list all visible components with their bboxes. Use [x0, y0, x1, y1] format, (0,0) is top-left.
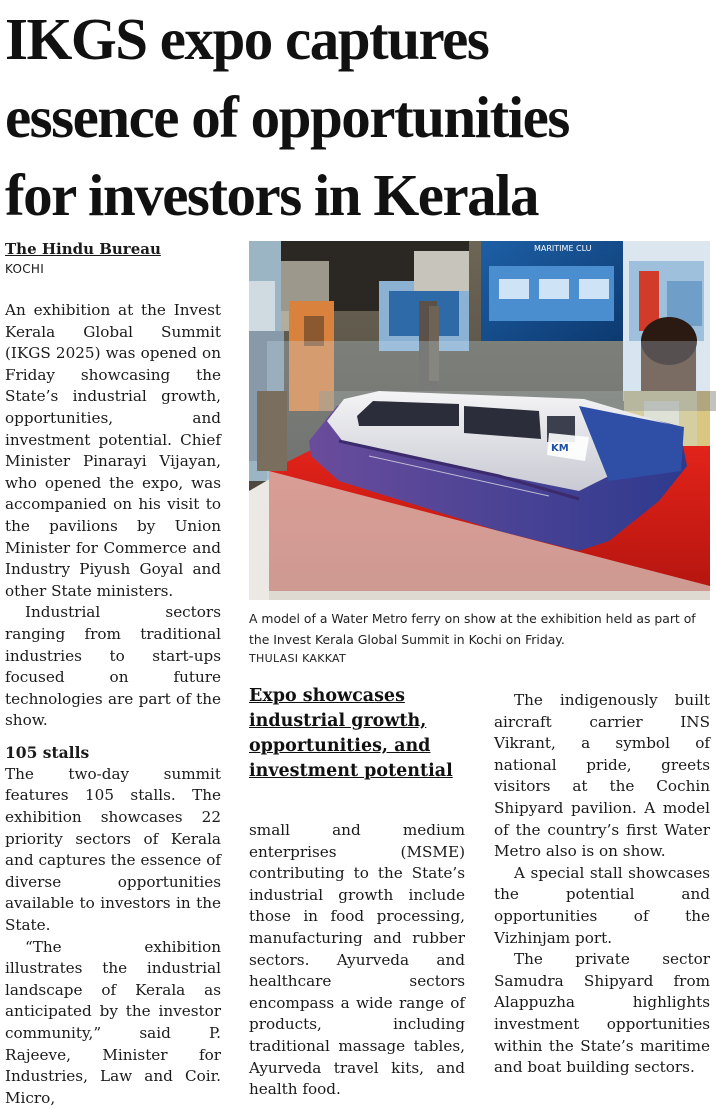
article-column-1	[5, 238, 221, 1109]
paragraph: The private sector Samudra Shipyard from Alappuzha highlights investment opportunities within the State’s maritime and boat building sectors.	[494, 950, 710, 1077]
caption-text: A model of a Water Metro ferry on show at the exhibition held as part of the Invest Kerala Global Summit in Kochi on Friday.	[249, 611, 696, 647]
headline-line-2: essence of opportunities	[5, 84, 569, 150]
paragraph: The indigenously built aircraft carrier INS Vikrant, a symbol of national pride, greets visitors at the Cochin Shipyard pavilion. A model of the country’s first Water Metro also is on show.	[494, 691, 710, 861]
byline[interactable]: The Hindu Bureau	[5, 240, 161, 258]
headline-line-1: IKGS expo captures	[5, 6, 489, 72]
paragraph: “The exhibition illustrates the industrial landscape of Kerala as anticipated by the investor community,” said P. Rajeeve, Minister for Industries, Law and Coir. Micro,	[5, 937, 221, 1107]
headline-line-3: for investors in Kerala	[5, 162, 539, 228]
banner-text: MARITIME CLU	[534, 244, 592, 253]
svg-text:KM: KM	[551, 443, 569, 454]
photo-caption	[249, 608, 710, 668]
paragraph: small and medium enterprises (MSME) contributing to the State’s industrial growth include those in food processing, manufacturing and rubber sectors. Ayurveda and healthcare sectors encompass a wide range of products, including traditional massage tables, Ayurveda travel kits, and health food.	[249, 821, 465, 1099]
subheading: 105 stalls	[5, 742, 90, 762]
ferry-model-photo	[249, 241, 710, 600]
paragraph: A special stall showcases the potential and opportunities of the Vizhinjam port.	[494, 863, 710, 947]
pull-quote[interactable]: Expo showcases industrial growth, opportunities, and investment potential	[249, 686, 453, 781]
dateline: KOCHI	[5, 262, 45, 276]
headline	[5, 0, 711, 234]
article-column-3	[494, 690, 710, 1079]
paragraph: An exhibition at the Invest Kerala Global Summit (IKGS 2025) was opened on Friday showcasing the State’s industrial growth, opportunities, and investment potential. Chief Minister Pinarayi Vijayan, who opened the expo, was accompanied on his visit to the pavilions by Union Minister for Commerce and Industry Piyush Goyal and other State ministers.	[5, 301, 221, 600]
news-photo	[249, 241, 710, 600]
photo-credit: THULASI KAKKAT	[249, 652, 347, 665]
article-column-2	[249, 820, 465, 1101]
paragraph: Industrial sectors ranging from traditional industries to start-ups focused on future technologies are part of the show.	[5, 603, 221, 730]
paragraph: The two-day summit features 105 stalls. The exhibition showcases 22 priority sectors of Kerala and captures the essence of diverse opportunities available to investors in the State.	[5, 764, 221, 935]
